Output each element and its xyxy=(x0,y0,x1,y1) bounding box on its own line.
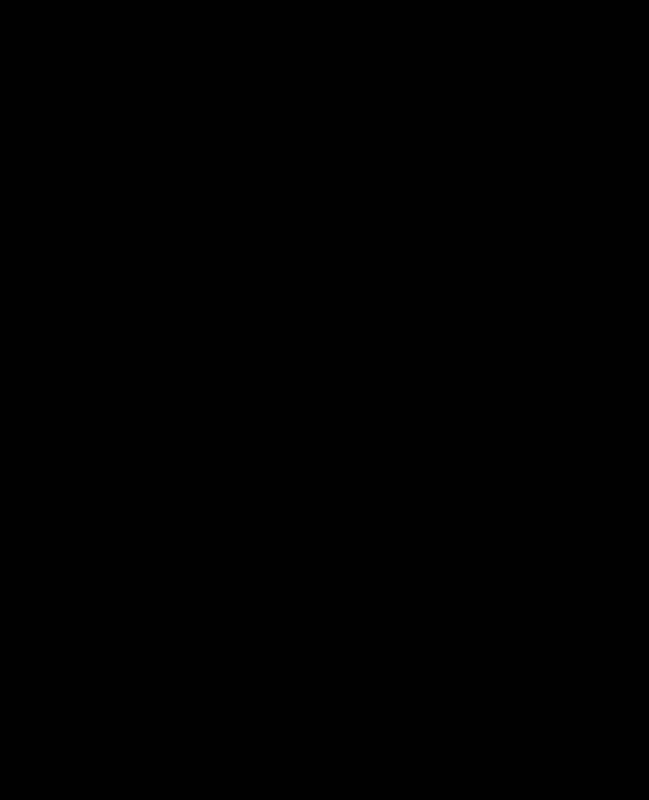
cast-line-2: Alfred Stettner, Adolf Schneider usw. xyxy=(14,358,249,371)
pointing-hand-left-icon xyxy=(496,256,592,290)
start-time: — Anfang 8 Uhr. — xyxy=(424,551,534,564)
prices-line-2: Hotel „Zur Kanalmündung“: 1. Platz 1.10 Mk., 2. Platz 75 Pfg. xyxy=(226,533,583,546)
gastspiel-heading: Gastspiel xyxy=(185,81,464,140)
occasion-line: Zur Feier des Weihnachtsfestes, xyxy=(208,231,441,246)
director-line: Herrn Regisseurs Eberh. Quester. xyxy=(163,206,486,226)
regards: Hochachtungsvoll xyxy=(424,479,528,492)
raffle-label: Zum Schluß: xyxy=(14,721,88,734)
direction-line: unter persönlicher Leitung und Mitwirkung des xyxy=(191,190,458,203)
description-line: Nora, das Puppenheim, gehört zu den besten Meisterwerken des berühmten xyxy=(32,379,472,392)
play-title: Nora, das Puppenheim. xyxy=(193,293,456,317)
small-prices-left: Kleine Preise. xyxy=(14,641,103,655)
children-time: nachmittags 4 Uhr: xyxy=(263,641,386,655)
signature-parey: Gustav Parey. xyxy=(290,497,385,512)
children-play-title: Hänsel und Gretel oder Das Knusperhäuschen der Hexe. xyxy=(46,660,603,680)
prices-label: Preise der Plätze: xyxy=(14,517,222,542)
prices-line-1: 1. Platz 1.30 Mk., 2. Platz 90 Pfg. Billets im Vorverkauf im xyxy=(226,516,560,529)
signature-quester: Eberhard Quester. xyxy=(440,497,569,512)
box-office-time: — Kassenöffnung 7¹/₄ Uhr. — xyxy=(46,551,213,564)
play-description xyxy=(0,378,649,442)
play-subtitle: Schauspiel von Henrik Ibsen in 3 Aufzügen. xyxy=(202,319,447,332)
children-start: — Anfang punkt 4¹/₂ Uhr. — xyxy=(394,775,554,788)
children-prices: Preise der Plätze: 1. Platz 30 Pfg., 2. Platz 20 Pfg. xyxy=(142,755,507,770)
bottom-rule xyxy=(0,794,649,797)
small-prices-right: Kleine Preise. xyxy=(540,641,629,655)
pointing-hand-left-icon xyxy=(526,578,622,612)
theater-title: Theater in Brunsbüttelkoog. xyxy=(52,4,597,45)
description-line: nordischen Dichters und wird mit Recht eine Perle in der Literatur genannt. Die Handlung xyxy=(0,395,522,408)
raffle-text: Verlosung von Weihnachts-Ueberraschungen für die Kinder. xyxy=(104,721,509,735)
description-line: stück aller Hof- und Stadttheater auf dem Kontinent. xyxy=(0,427,304,440)
children-date: am 1. Weihnachtsfeiertage, 25. Dezember 1910, xyxy=(67,616,582,640)
invitation-line: semble-Gastspiel ergebenst einzuladen, unter Zusicherung, daß sich Nora den vorhergegangenen xyxy=(0,463,563,476)
pointing-hand-left-icon xyxy=(510,98,606,132)
cast-line-1: Hauptdarsteller: Frl. Elsa Fischer, Frl. Nelly Ahrens, Dir. Eberh. Quester, xyxy=(14,340,464,353)
ensemble-heading: des Hamburger Ensembles xyxy=(37,141,612,186)
invitation-line: Erlaube mir ein hochverehrtes Publikum zu diesem, meinem letzten diesjährigen En- xyxy=(32,447,521,460)
children-heading: Große Kindervorstellung xyxy=(129,574,520,610)
performance-date: 25. Dezember 1910: xyxy=(178,254,471,284)
free-ticket-note: Jedes Kind erhält beim Billetlösen ein Freilos. xyxy=(196,739,453,752)
persons-line-1: Personen: Der Vater, die Mutter, Hänsel, Gretel, Sandmännchen, Taumännchen, xyxy=(101,685,548,698)
children-box-office: — Kassenöffnung 4 Uhr. — xyxy=(54,775,208,788)
venue-line: Hotel „Zur Kanalmündung“ (Gustav Parey). xyxy=(79,55,570,79)
persons-line-2: die Knusperhexe. xyxy=(275,701,374,714)
description-line: hält den Zuhörer in atemloser Spannung bis zum Schluß. Nora ist ein Zug- und Kassen- xyxy=(0,411,504,424)
invitation-line: Gastspielen würdig anschließt. xyxy=(0,479,178,492)
